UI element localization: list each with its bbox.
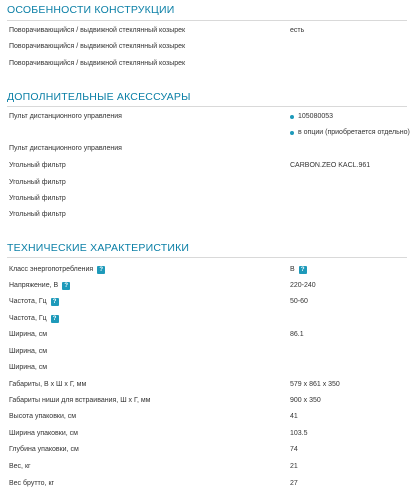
spec-label: Ширина, см bbox=[9, 364, 48, 371]
spec-value: CARBON.ZEO KACL.961 bbox=[290, 162, 371, 169]
spec-label: Ширина, см bbox=[9, 348, 48, 355]
spec-value: 86.1 bbox=[290, 331, 304, 338]
question-mark-icon[interactable]: ? bbox=[299, 266, 307, 274]
question-mark-icon[interactable]: ? bbox=[51, 315, 59, 323]
section-divider bbox=[7, 106, 407, 107]
section-title: ТЕХНИЧЕСКИЕ ХАРАКТЕРИСТИКИ bbox=[7, 242, 190, 254]
spec-label-text: Напряжение, В bbox=[9, 282, 59, 289]
spec-label: Пульт дистанционного управления bbox=[9, 145, 122, 152]
spec-row bbox=[0, 294, 415, 310]
spec-label: Угольный фильтр bbox=[9, 162, 66, 169]
spec-row bbox=[0, 109, 415, 125]
spec-row bbox=[0, 360, 415, 376]
spec-label: Угольный фильтр bbox=[9, 179, 66, 186]
bullet-dot-icon bbox=[290, 115, 294, 119]
spec-label: Угольный фильтр bbox=[9, 195, 66, 202]
spec-label-text: Частота, Гц bbox=[9, 298, 47, 305]
spec-value: 41 bbox=[290, 413, 298, 420]
spec-row bbox=[0, 409, 415, 425]
bullet-dot-icon bbox=[290, 131, 294, 135]
spec-row bbox=[0, 393, 415, 409]
spec-value-text: B bbox=[290, 266, 295, 273]
spec-row bbox=[0, 175, 415, 191]
spec-label bbox=[9, 311, 59, 327]
question-mark-icon[interactable]: ? bbox=[97, 266, 105, 274]
spec-label: Ширина, см bbox=[9, 331, 48, 338]
spec-label: Габариты ниши для встраивания, Ш х Г, мм bbox=[9, 397, 151, 404]
section-divider bbox=[7, 20, 407, 21]
spec-row bbox=[0, 39, 415, 55]
spec-value: 21 bbox=[290, 463, 298, 470]
spec-row bbox=[0, 476, 415, 492]
spec-label bbox=[9, 262, 105, 278]
spec-value bbox=[290, 109, 333, 125]
question-mark-icon[interactable]: ? bbox=[51, 298, 59, 306]
spec-value bbox=[290, 125, 410, 141]
spec-row bbox=[0, 141, 415, 157]
spec-row bbox=[0, 426, 415, 442]
spec-label: Поворачивающийся / выдвижной стеклянный козырек bbox=[9, 60, 186, 67]
spec-row bbox=[0, 56, 415, 72]
spec-row bbox=[0, 377, 415, 393]
spec-label: Пульт дистанционного управления bbox=[9, 113, 122, 120]
spec-row bbox=[0, 191, 415, 207]
question-mark-icon[interactable]: ? bbox=[62, 282, 70, 290]
spec-label: Вес брутто, кг bbox=[9, 480, 55, 487]
spec-value: 220-240 bbox=[290, 282, 316, 289]
section-divider bbox=[7, 257, 407, 258]
spec-value: 27 bbox=[290, 480, 298, 487]
spec-row bbox=[0, 459, 415, 475]
spec-label-text: Частота, Гц bbox=[9, 315, 47, 322]
spec-label bbox=[9, 294, 59, 310]
spec-value: 103.5 bbox=[290, 430, 308, 437]
spec-row bbox=[0, 344, 415, 360]
spec-label: Глубина упаковки, см bbox=[9, 446, 79, 453]
spec-label: Ширина упаковки, см bbox=[9, 430, 78, 437]
spec-value: 50-60 bbox=[290, 298, 308, 305]
section-title: ОСОБЕННОСТИ КОНСТРУКЦИИ bbox=[7, 4, 175, 16]
spec-row bbox=[0, 442, 415, 458]
spec-label bbox=[9, 278, 70, 294]
spec-label: Габариты, В х Ш х Г, мм bbox=[9, 381, 87, 388]
spec-row bbox=[0, 207, 415, 223]
spec-row bbox=[0, 311, 415, 327]
spec-label: Поворачивающийся / выдвижной стеклянный козырек bbox=[9, 43, 186, 50]
spec-row bbox=[0, 23, 415, 39]
spec-label: Угольный фильтр bbox=[9, 211, 66, 218]
spec-value: 579 x 861 x 350 bbox=[290, 381, 340, 388]
accessory-code: 105080053 bbox=[298, 113, 334, 120]
spec-label: Поворачивающийся / выдвижной стеклянный козырек bbox=[9, 27, 186, 34]
spec-row bbox=[0, 158, 415, 174]
spec-value: 900 x 350 bbox=[290, 397, 321, 404]
section-title: ДОПОЛНИТЕЛЬНЫЕ АКСЕССУАРЫ bbox=[7, 91, 191, 103]
spec-value bbox=[290, 262, 307, 278]
spec-row bbox=[0, 262, 415, 278]
spec-label-text: Класс энергопотребления bbox=[9, 266, 94, 273]
spec-label: Вес, кг bbox=[9, 463, 31, 470]
accessory-availability: в опции (приобретается отдельно) bbox=[298, 129, 410, 136]
spec-row bbox=[0, 278, 415, 294]
spec-row bbox=[0, 125, 415, 141]
spec-label: Высота упаковки, см bbox=[9, 413, 77, 420]
spec-row bbox=[0, 327, 415, 343]
spec-value: есть bbox=[290, 27, 305, 34]
spec-value: 74 bbox=[290, 446, 298, 453]
